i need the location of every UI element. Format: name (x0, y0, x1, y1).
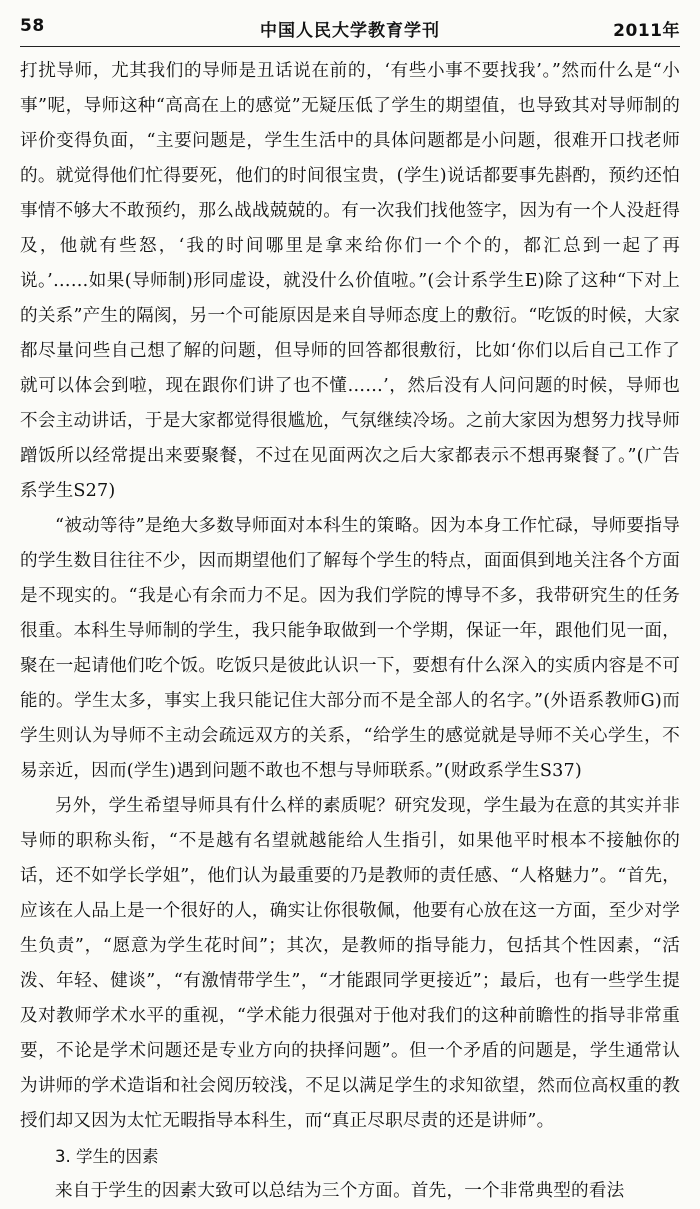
paragraph-3: 另外，学生希望导师具有什么样的素质呢？研究发现，学生最为在意的其实并非导师的职称头衔，“不是越有名望就越能给人生指引，如果他平时根本不接触你的话，还不如学长学姐”，他们认为最重要的乃是教师的责任感、“人格魅力”。“首先，应该在人品上是一个很好的人，确实让你很敬佩，他要有心放在这一方面，至少对学生负责”，“愿意为学生花时间”；其次，是教师的指导能力，包括其个性因素，“活泼、年轻、健谈”，“有激情带学生”，“才能跟同学更接近”；最后，也有一些学生提及对教师学术水平的重视，“学术能力很强对于他对我们的这种前瞻性的指导非常重要，不论是学术问题还是专业方向的抉择问题”。但一个矛盾的问题是，学生通常认为讲师的学术造诣和社会阅历较浅，不足以满足学生的求知欲望，然而位高权重的教授们却又因为太忙无暇指导本科生，而“真正尽职尽责的还是讲师”。 (20, 796, 680, 1131)
body-text (20, 54, 680, 1209)
running-header (20, 12, 680, 47)
paragraph-4: 来自于学生的因素大致可以总结为三个方面。首先，一个非常典型的看法 (55, 1181, 625, 1201)
paragraph-1: 打扰导师，尤其我们的导师是丑话说在前的，‘有些小事不要找我’。”然而什么是“小事”呢，导师这种“高高在上的感觉”无疑压低了学生的期望值，也导致其对导师制的评价变得负面，“主要问题是，学生生活中的具体问题都是小问题，很难开口找老师的。就觉得他们忙得要死，他们的时间很宝贵，(学生)说话都要事先斟酌，预约还怕事情不够大不敢预约，那么战战兢兢的。有一次我们找他签字，因为有一个人没赶得及，他就有些怒，‘我的时间哪里是拿来给你们一个个的，都汇总到一起了再说。’……如果(导师制)形同虚设，就没什么价值啦。”(会计系学生E)除了这种“下对上的关系”产生的隔阂，另一个可能原因是来自导师态度上的敷衍。“吃饭的时候，大家都尽量问些自己想了解的问题，但导师的回答都很敷衍，比如‘你们以后自己工作了就可以体会到啦，现在跟你们讲了也不懂……’，然后没有人问问题的时候，导师也不会主动讲话，于是大家都觉得很尴尬，气氛继续冷场。之前大家因为想努力找导师蹭饭所以经常提出来要聚餐，不过在见面两次之后大家都表示不想再聚餐了。”(广告系学生S27) (20, 61, 680, 501)
section-heading: 3. 学生的因素 (55, 1147, 159, 1166)
paragraph-2: “被动等待”是绝大多数导师面对本科生的策略。因为本身工作忙碌，导师要指导的学生数目往往不少，因而期望他们了解每个学生的特点，面面俱到地关注各个方面是不现实的。“我是心有余而力不足。因为我们学院的博导不多，我带研究生的任务很重。本科生导师制的学生，我只能争取做到一个学期，保证一年，跟他们见一面，聚在一起请他们吃个饭。吃饭只是彼此认识一下，要想有什么深入的实质内容是不可能的。学生太多，事实上我只能记住大部分而不是全部人的名字。”(外语系教师G)而学生则认为导师不主动会疏远双方的关系，“给学生的感觉就是导师不关心学生，不易亲近，因而(学生)遇到问题不敢也不想与导师联系。”(财政系学生S37) (20, 516, 680, 781)
page-number: 58 (20, 16, 45, 36)
journal-title: 中国人民大学教育学刊 (260, 21, 440, 41)
publication-year: 2011年 (613, 21, 680, 41)
